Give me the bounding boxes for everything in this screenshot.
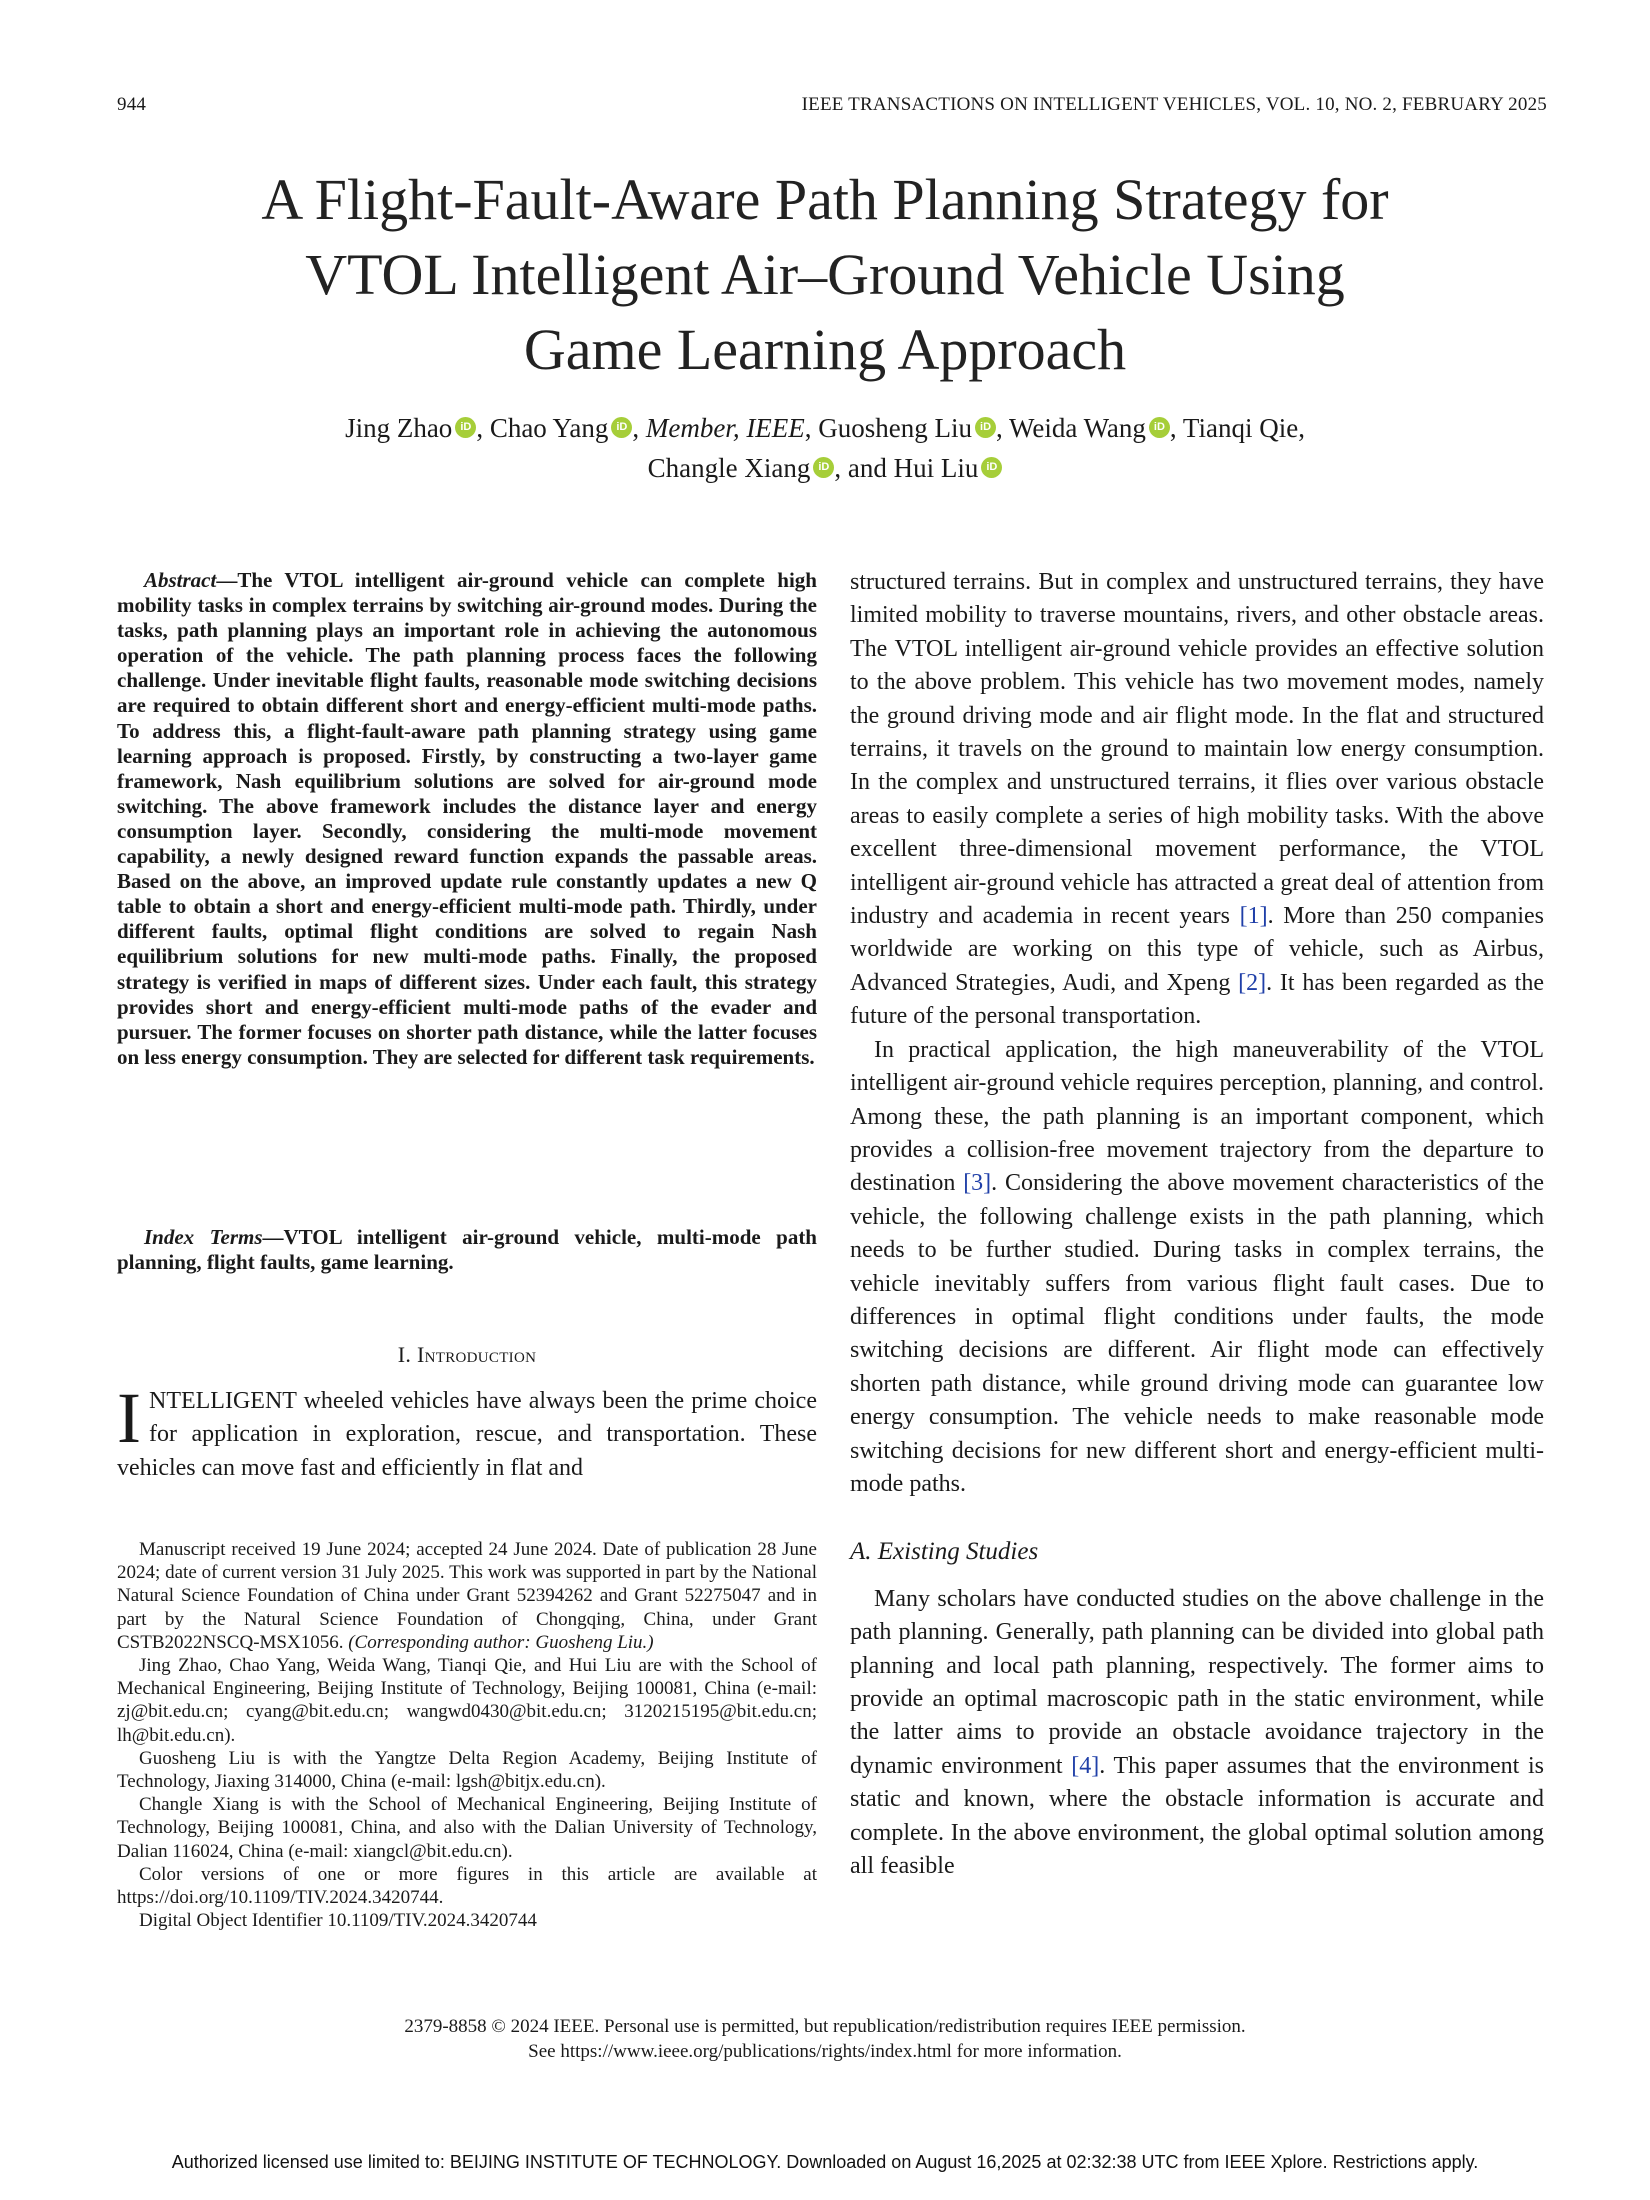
footnote: Digital Object Identifier 10.1109/TIV.2024.3420744 xyxy=(139,1910,537,1932)
paragraph-text: . More than 250 companies worldwide are working on this type of vehicle, such as Airbus, Advanced Strategies, Audi, and Xpeng xyxy=(850,903,1545,996)
footnote: Guosheng Liu is with the Yangtze Delta Region Academy, Beijing Institute of Technology, Jiaxing 314000, China (e-mail: lgsh@bitjx.edu.cn). xyxy=(117,1747,817,1793)
paragraph xyxy=(850,1034,1544,1502)
footnote-text: Manuscript received 19 June 2024; accepted 24 June 2024. Date of publication 28 June 2024; date of current version 31 July 2025. This work was supported in part by the National Natural Science Foundation of China under Grant 52394262 and Grant 52275047 and in part by the Natural Science Foundation of Chongqing, China, under Grant CSTB2022NSCQ-MSX1056. xyxy=(117,1539,817,1653)
citation-link[interactable]: [2] xyxy=(1238,969,1267,996)
author-name: Hui Liu xyxy=(893,453,979,483)
paragraph-text: . This paper assumes that the environment is static and known, where the obstacle information is accurate and complete. In the above environment, the global optimal solution among all feasible xyxy=(850,1752,1544,1880)
author-name: Chao Yang xyxy=(489,413,609,443)
citation-link[interactable]: [3] xyxy=(963,1170,992,1197)
citation-link[interactable]: [4] xyxy=(1071,1752,1100,1779)
footnote xyxy=(117,1538,817,1654)
author-name: Jing Zhao xyxy=(345,413,453,443)
abstract-label: Abstract xyxy=(144,568,217,592)
index-terms-text: —VTOL intelligent air-ground vehicle, multi-mode path planning, flight faults, game learning. xyxy=(117,1225,817,1275)
section-numeral: I. xyxy=(397,1342,412,1367)
paragraph xyxy=(850,566,1544,1034)
paragraph xyxy=(850,1583,1544,1884)
author-membership: Member, IEEE xyxy=(645,413,805,443)
copyright-line: See https://www.ieee.org/publications/rights/index.html for more information. xyxy=(528,2041,1122,2062)
title-line: VTOL Intelligent Air–Ground Vehicle Using xyxy=(305,242,1345,307)
corresponding-author: (Corresponding author: Guosheng Liu.) xyxy=(348,1631,654,1653)
orcid-icon[interactable]: iD xyxy=(975,417,996,438)
author-name: Weida Wang xyxy=(1009,413,1146,443)
paragraph-text: . It has been regarded as the future of the personal transportation. xyxy=(850,969,1544,1030)
index-terms xyxy=(117,1225,817,1275)
footnote: Color versions of one or more figures in this article are available at https://doi.org/10.1109/TIV.2024.3420744. xyxy=(117,1863,817,1909)
title-line: Game Learning Approach xyxy=(523,317,1127,382)
paper-title xyxy=(120,162,1530,387)
abstract xyxy=(117,568,817,1070)
section-heading xyxy=(117,1342,817,1368)
orcid-icon[interactable]: iD xyxy=(1149,417,1170,438)
subsection-heading: A. Existing Studies xyxy=(850,1538,1039,1566)
paragraph-text: In practical application, the high maneuverability of the VTOL intelligent air-ground vehicle requires perception, planning, and control. Among these, the path planning is an important component, which provides a collision-free movement trajectory from the departure to destination xyxy=(850,1036,1544,1197)
abstract-text: —The VTOL intelligent air-ground vehicle can complete high mobility tasks in complex terrains by switching air-ground modes. During the tasks, path planning plays an important role in achieving the autonomous operation of the vehicle. The path planning process faces the following challenge. Under inevitable flight faults, reasonable mode switching decisions are required to obtain different short and energy-efficient multi-mode paths. To address this, a flight-fault-aware path planning strategy using game learning approach is proposed. Firstly, by constructing a two-layer game framework, Nash equilibrium solutions are solved for air-ground mode switching. The above framework includes the distance layer and energy consumption layer. Secondly, considering the multi-mode movement capability, a newly designed reward function expands the passable areas. Based on the above, an improved update rule constantly updates a new Q table to obtain a short and energy-efficient multi-mode path. Thirdly, under different faults, optimal flight conditions are solved to regain Nash equilibrium solutions for new multi-mode paths. Finally, the proposed strategy is verified in maps of different sizes. Under each fault, this strategy provides short and energy-efficient multi-mode paths of the evader and pursuer. The former focuses on shorter path distance, while the latter focuses on less energy consumption. They are selected for different task requirements. xyxy=(117,568,817,1069)
orcid-icon[interactable]: iD xyxy=(981,457,1002,478)
footnotes xyxy=(117,1538,817,1932)
right-column xyxy=(850,566,1544,1883)
footnote: Changle Xiang is with the School of Mechanical Engineering, Beijing Institute of Technology, Beijing 100081, China, and also with the Dalian University of Technology, Dalian 116024, China (e-mail: xiangcl@bit.edu.cn). xyxy=(117,1794,817,1862)
paragraph-text: Many scholars have conducted studies on the above challenge in the path planning. Generally, path planning can be divided into global path planning and local path planning, respectively. The former aims to provide an optimal macroscopic path in the static environment, while the latter aims to provide an obstacle avoidance trajectory in the dynamic environment xyxy=(850,1585,1544,1779)
page-number: 944 xyxy=(117,94,147,115)
author-list: Jing Zhao iD , Chao Yang iD , Member, IEEE, Guosheng Liu iD , Weida Wang iD , Tianqi Qie, Changle Xiang iD , and Hui Liu iD xyxy=(345,413,1305,483)
running-header: IEEE TRANSACTIONS ON INTELLIGENT VEHICLES, VOL. 10, NO. 2, FEBRUARY 2025 xyxy=(801,94,1547,115)
footnote: Jing Zhao, Chao Yang, Weida Wang, Tianqi Qie, and Hui Liu are with the School of Mechanical Engineering, Beijing Institute of Technology, Beijing 100081, China (e-mail: zj@bit.edu.cn; cyang@bit.edu.cn; wangwd0430@bit.edu.cn; 3120215195@bit.edu.cn; lh@bit.edu.cn). xyxy=(117,1655,817,1746)
index-terms-label: Index Terms xyxy=(144,1225,263,1249)
drop-cap: I xyxy=(117,1378,141,1458)
title-line: A Flight-Fault-Aware Path Planning Strategy for xyxy=(261,167,1389,232)
intro-paragraph xyxy=(117,1378,817,1485)
author-name: Guosheng Liu xyxy=(818,413,973,443)
author-name: Changle Xiang xyxy=(647,453,811,483)
orcid-icon[interactable]: iD xyxy=(813,457,834,478)
license-footer: Authorized licensed use limited to: BEIJING INSTITUTE OF TECHNOLOGY. Downloaded on August 16,2025 at 02:32:38 UTC from IEEE Xplore. Restrictions apply. xyxy=(171,2152,1479,2172)
orcid-icon[interactable]: iD xyxy=(611,417,632,438)
author-name: Tianqi Qie xyxy=(1182,413,1299,443)
citation-link[interactable]: [1] xyxy=(1239,903,1268,930)
paragraph-text: structured terrains. But in complex and unstructured terrains, they have limited mobility to traverse mountains, rivers, and other obstacle areas. The VTOL intelligent air-ground vehicle provides an effective solution to the above problem. This vehicle has two movement modes, namely the ground driving mode and air flight mode. In the flat and structured terrains, it travels on the ground to maintain low energy consumption. In the complex and unstructured terrains, it flies over various obstacle areas to easily complete a series of high mobility tasks. With the above excellent three-dimensional movement performance, the VTOL intelligent air-ground vehicle has attracted a great deal of attention from industry and academia in recent years xyxy=(850,569,1544,930)
orcid-icon[interactable]: iD xyxy=(455,417,476,438)
intro-text: NTELLIGENT wheeled vehicles have always been the prime choice for application in exploration, rescue, and transportation. These vehicles can move fast and efficiently in flat and xyxy=(117,1388,817,1481)
section-title: Introduction xyxy=(416,1342,537,1367)
copyright-line: 2379-8858 © 2024 IEEE. Personal use is permitted, but republication/redistribution requires IEEE permission. xyxy=(404,2016,1246,2037)
paragraph-text: . Considering the above movement characteristics of the vehicle, the following challenge exists in the path planning, which needs to be further studied. During tasks in complex terrains, the vehicle inevitably suffers from various flight fault cases. Due to differences in optimal flight conditions under faults, the mode switching decisions are different. Air flight mode can effectively shorten path distance, while ground driving mode can guarantee low energy consumption. The vehicle needs to make reasonable mode switching decisions for new different short and energy-efficient multi-mode paths. xyxy=(850,1170,1544,1497)
copyright-notice xyxy=(120,2014,1530,2064)
